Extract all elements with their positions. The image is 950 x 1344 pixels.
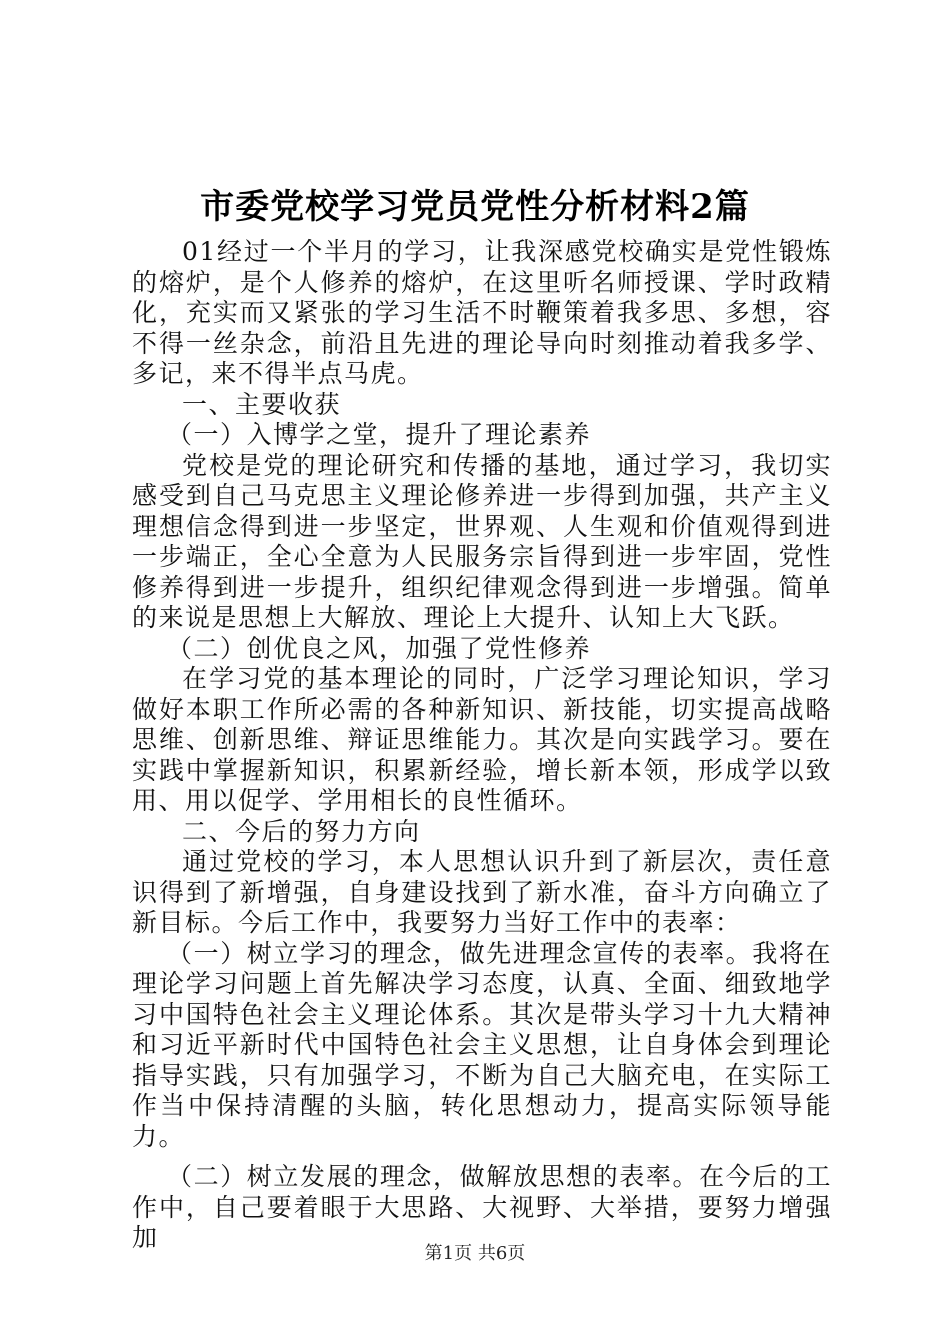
document-title: 市委党校学习党员党性分析材料2篇 xyxy=(200,187,750,227)
paragraph-party-spirit: 在学习党的基本理论的同时，广泛学习理论知识，学习做好本职工作所必需的各种新知识、新技能，切实提高战略思维、创新思维、辩证思维能力。其次是向实践学习。要在实践中掌握新知识，积累新经验，增长新本领，形成学以致用、用以促学、学用相长的良性循环。 xyxy=(132,664,832,815)
subheading-theory: （一）入博学之堂，提升了理论素养 xyxy=(167,420,592,449)
paragraph-future-intro: 通过党校的学习，本人思想认识升到了新层次，责任意识得到了新增强，自身建设找到了新水准，奋斗方向确立了新目标。今后工作中，我要努力当好工作中的表率： xyxy=(132,847,832,937)
section-heading-future: 二、今后的努力方向 xyxy=(182,816,421,846)
paragraph-learning-model: （一）树立学习的理念，做先进理念宣传的表率。我将在理论学习问题上首先解决学习态度，认真、全面、细致地学习中国特色社会主义理论体系。其次是带头学习十九大精神和习近平新时代中国特色社会主义思想，让自身体会到理论指导实践，只有加强学习，不断为自己大脑充电，在实际工作当中保持清醒的头脑，转化思想动力，提高实际领导能力。 xyxy=(132,938,832,1151)
paragraph-theory: 党校是党的理论研究和传播的基地，通过学习，我切实感受到自己马克思主义理论修养进一步得到加强，共产主义理想信念得到进一步坚定，世界观、人生观和价值观得到进一步端正，全心全意为人民服务宗旨得到进一步牢固，党性修养得到进一步提升，组织纪律观念得到进一步增强。简单的来说是思想上大解放、理论上大提升、认知上大飞跃。 xyxy=(132,450,832,632)
section-heading-main-gains: 一、主要收获 xyxy=(182,389,342,419)
paragraph-intro: 01经过一个半月的学习，让我深感党校确实是党性锻炼的熔炉，是个人修养的熔炉，在这里听名师授课、学时政精化，充实而又紧张的学习生活不时鞭策着我多思、多想，容不得一丝杂念，前沿且先进的理论导向时刻推动着我多学、多记，来不得半点马虎。 xyxy=(132,237,832,388)
paragraph-development-model: （二）树立发展的理念，做解放思想的表率。在今后的工作中，自己要着眼于大思路、大视野、大举措，要努力增强加 xyxy=(132,1162,832,1252)
subheading-party-spirit: （二）创优良之风，加强了党性修养 xyxy=(167,633,592,663)
page-footer: 第1页 共6页 xyxy=(424,1243,526,1264)
document-body xyxy=(132,237,832,1254)
